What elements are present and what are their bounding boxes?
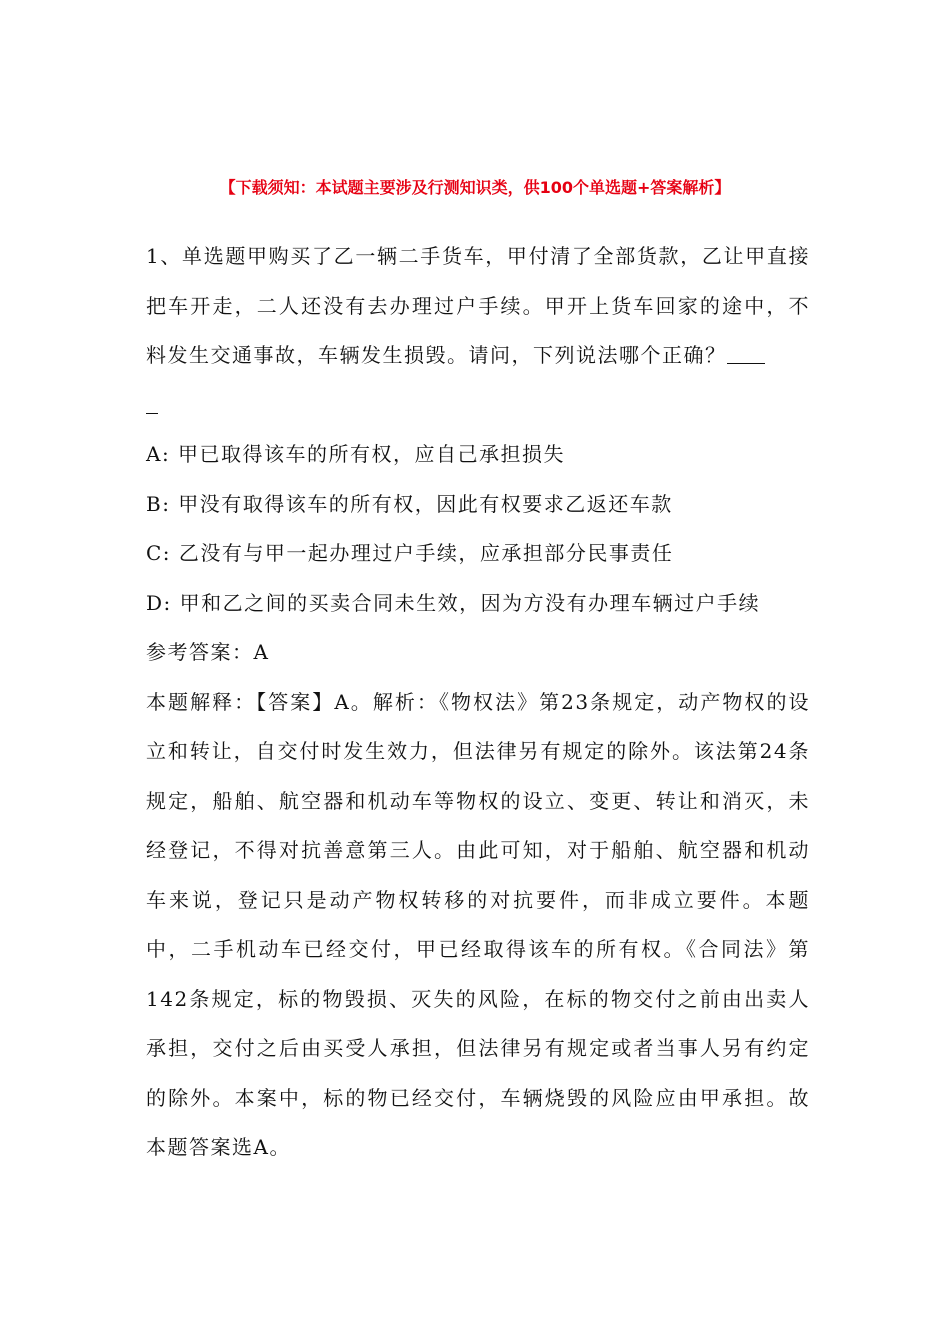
download-notice: 【下载须知：本试题主要涉及行测知识类，供100个单选题+答案解析】 — [219, 178, 731, 197]
option-c: C: 乙没有与甲一起办理过户手续，应承担部分民事责任 — [146, 541, 674, 565]
question-stem — [146, 232, 810, 430]
question-text: 1、单选题甲购买了乙一辆二手货车，甲付清了全部货款，乙让甲直接把车开走，二人还没有去办理过户手续。甲开上货车回家的途中，不料发生交通事故，车辆发生损毁。请问，下列说法哪个正确？ — [146, 244, 810, 367]
reference-answer: 参考答案：A — [146, 640, 270, 664]
answer-blank — [727, 343, 765, 364]
explanation: 本题解释：【答案】A。解析：《物权法》第23条规定，动产物权的设立和转让，自交付时发生效力，但法律另有规定的除外。该法第24条规定，船舶、航空器和机动车等物权的设立、变更、转让和消灭，未经登记，不得对抗善意第三人。由此可知，对于船舶、航空器和机动车来说，登记只是动产物权转移的对抗要件，而非成立要件。本题中，二手机动车已经交付，甲已经取得该车的所有权。《合同法》第142条规定，标的物毁损、灭失的风险，在标的物交付之前由出卖人承担，交付之后由买受人承担，但法律另有规定或者当事人另有约定的除外。本案中，标的物已经交付，车辆烧毁的风险应由甲承担。故本题答案选A。 — [146, 689, 810, 1159]
question-content — [146, 232, 810, 1173]
option-a: A: 甲已取得该车的所有权，应自己承担损失 — [146, 442, 566, 466]
answer-blank-continued — [146, 393, 158, 414]
option-b: B: 甲没有取得该车的所有权，因此有权要求乙返还车款 — [146, 491, 673, 516]
option-d: D: 甲和乙之间的买卖合同未生效，因为方没有办理车辆过户手续 — [146, 590, 761, 615]
